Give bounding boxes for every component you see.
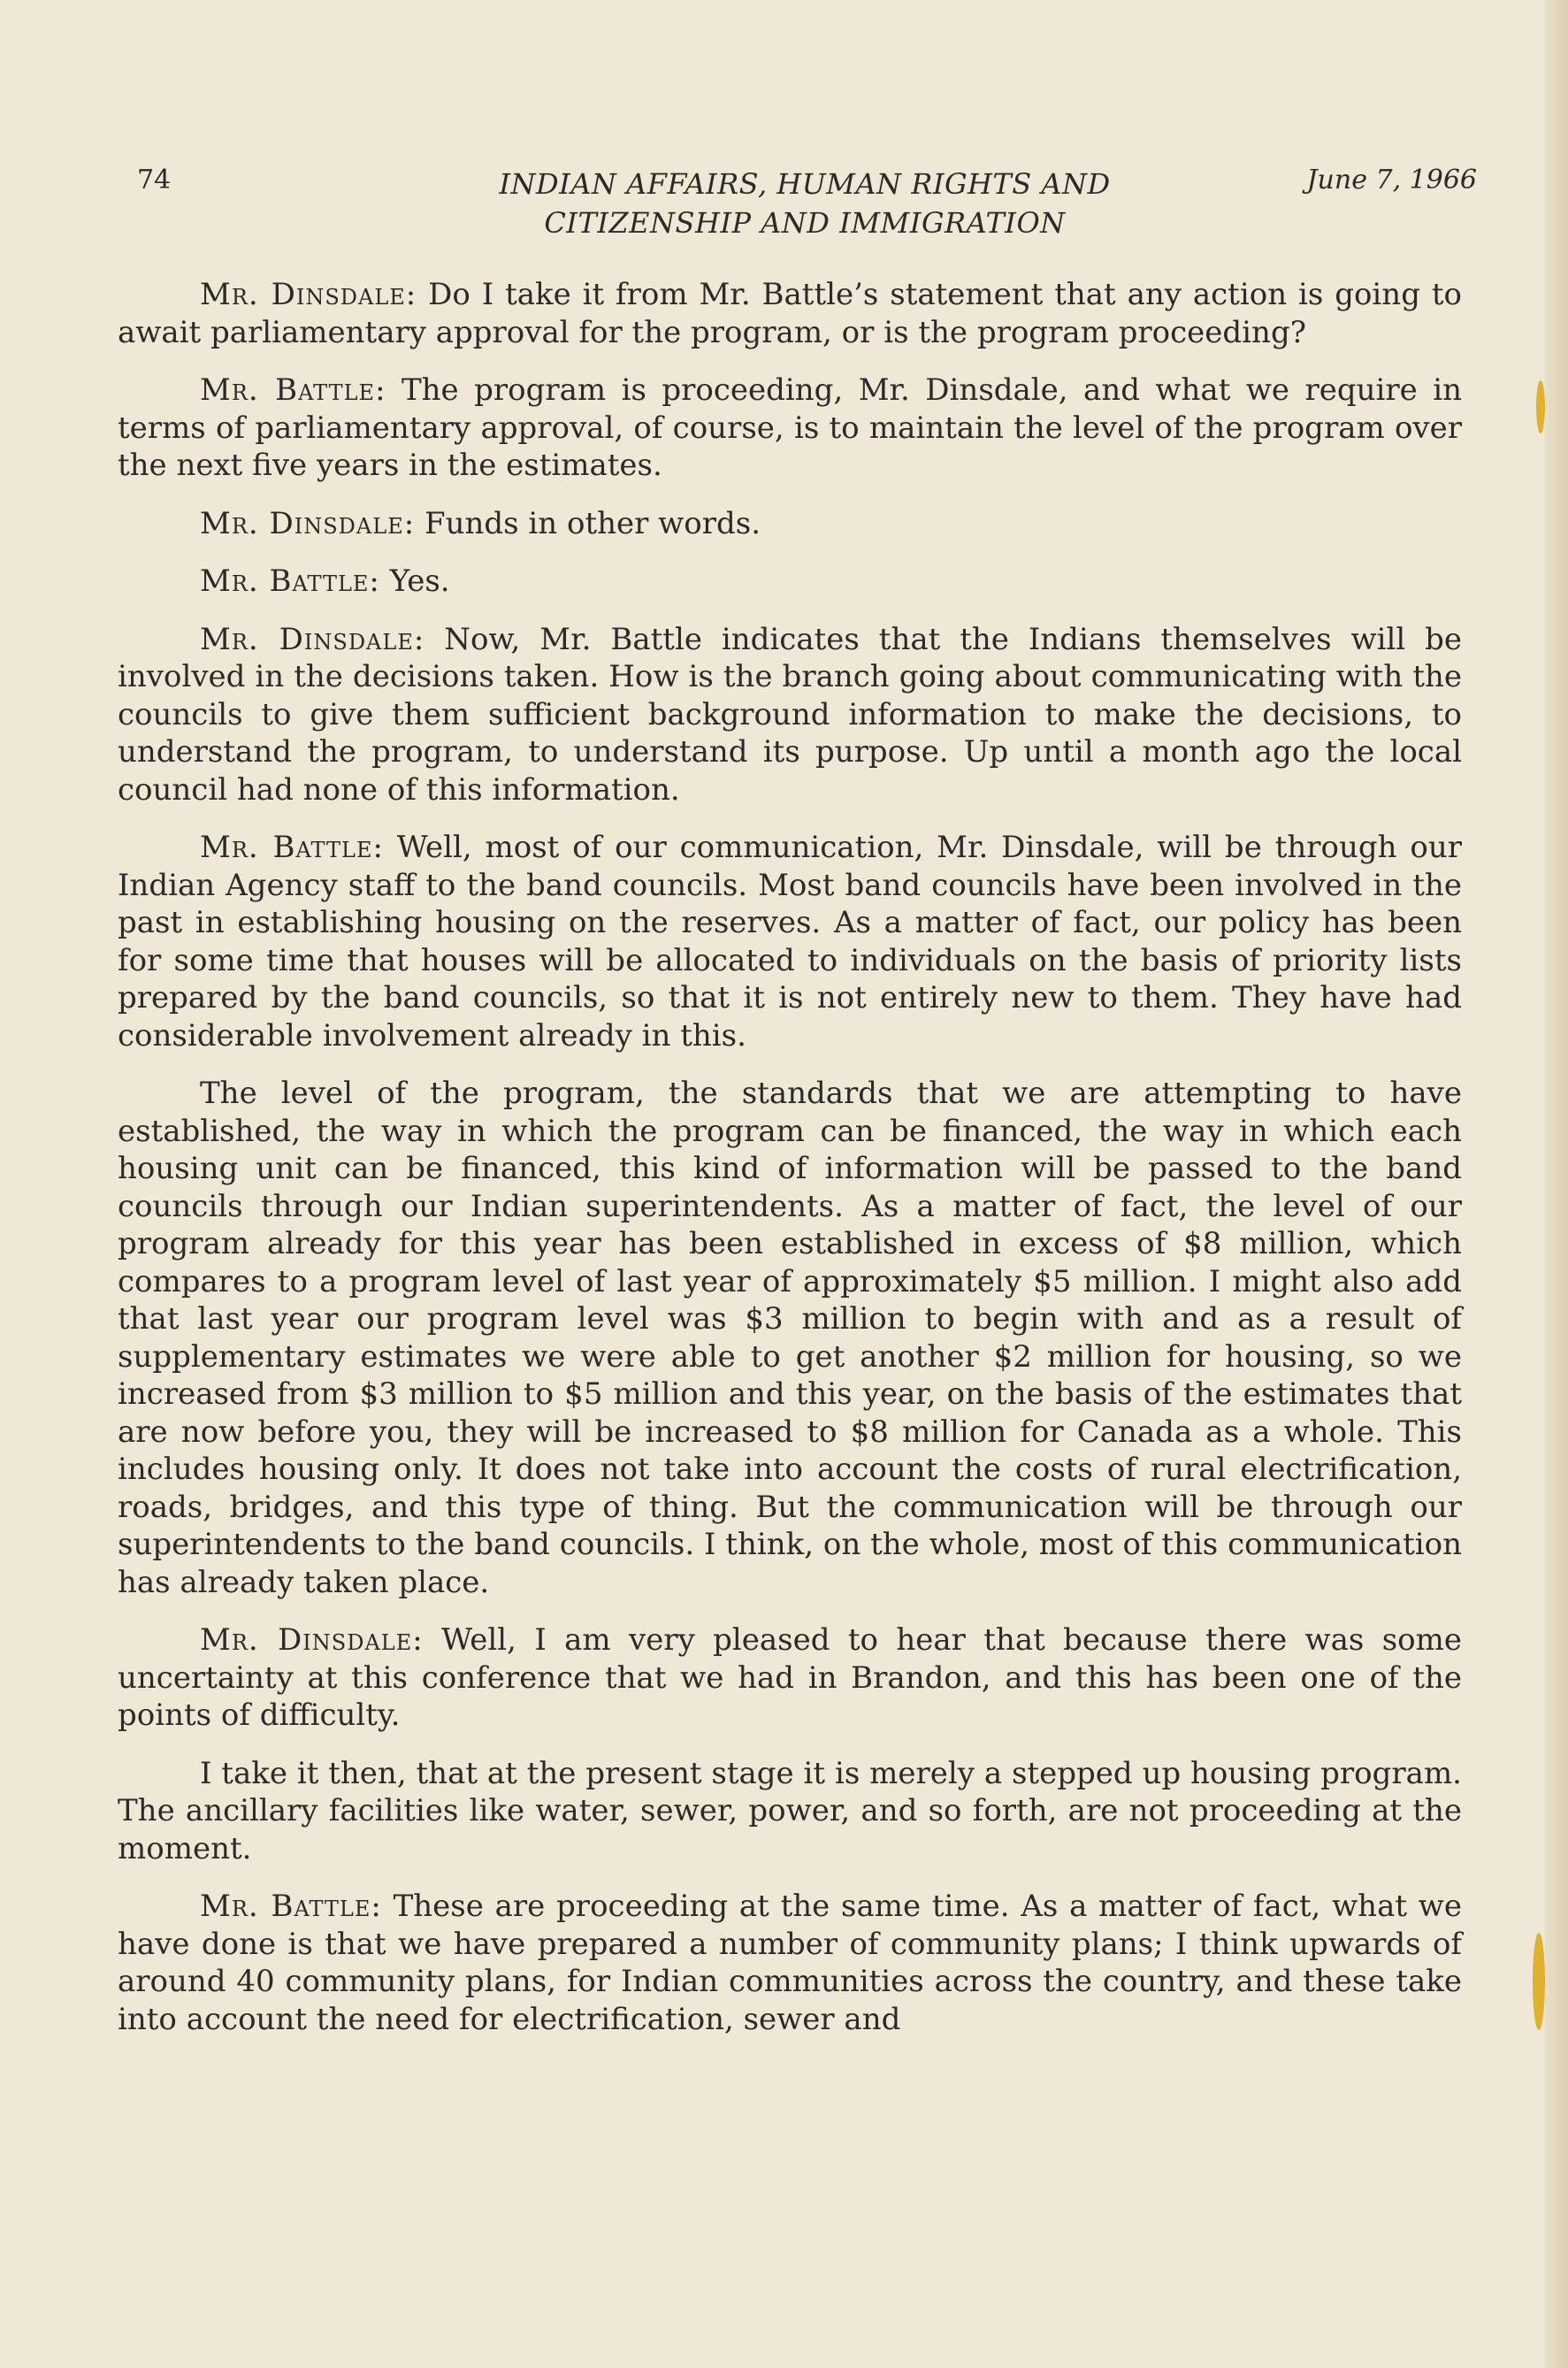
- speaker-name: Mr. Battle:: [200, 830, 384, 865]
- speaker-name: Mr. Dinsdale:: [200, 277, 417, 312]
- paragraph: [118, 372, 1462, 485]
- margin-mark: [1533, 1933, 1545, 2030]
- page-number: 74: [137, 165, 172, 195]
- paragraph: [118, 829, 1462, 1054]
- paragraph-text: Well, most of our communication, Mr. Dinsdale, will be through our Indian Agency staff to the band councils. Most band councils have been involved in the past in establishing housing on the reserves. As a matter of fact, our policy has been for some time that houses will be allocated to individuals on the basis of priority lists prepared by the band councils, so that it is not entirely new to them. They have had considerable involvement already in this.: [118, 830, 1462, 1054]
- paragraph: [118, 1075, 1462, 1601]
- paragraph-text: Funds in other words.: [424, 505, 761, 541]
- header-date: June 7, 1966: [1306, 165, 1477, 195]
- paragraph-text: The level of the program, the standards that we are attempting to have established, the way in which the program can be financed, the way in which each housing unit can be financed, this kind of information will be passed to the band councils through our Indian superintendents. As a matter of fact, the level of our program already for this year has been established in excess of $8 million, which compares to a program level of last year of approximately $5 million. I might also add that last year our program level was $3 million to begin with and as a result of supplementary estimates we were able to get another $2 million for housing, so we increased from $3 million to $5 million and this year, on the basis of the estimates that are now before you, they will be increased to $8 million for Canada as a whole. This includes housing only. It does not take into account the costs of rural electrification, roads, bridges, and this type of thing. But the communication will be through our superintendents to the band councils. I think, on the whole, most of this communication has already taken place.: [118, 1076, 1462, 1600]
- speaker-name: Mr. Dinsdale:: [200, 1622, 424, 1658]
- paragraph: [118, 505, 1462, 543]
- paragraph-text: Yes.: [389, 563, 450, 599]
- running-title-line: CITIZENSHIP AND IMMIGRATION: [544, 206, 1066, 240]
- paragraph-text: I take it then, that at the present stage it is merely a stepped up housing program. The ancillary facilities like water, sewer, power, and so forth, are not proceeding at the moment.: [118, 1755, 1462, 1866]
- speaker-name: Mr. Dinsdale:: [200, 505, 416, 541]
- paragraph: [118, 621, 1462, 809]
- page-edge: [1545, 0, 1568, 2368]
- speaker-name: Mr. Battle:: [200, 563, 380, 599]
- speaker-name: Mr. Battle:: [200, 372, 386, 408]
- paragraph: [118, 1755, 1462, 1868]
- margin-mark: [1536, 380, 1545, 433]
- paragraph: [118, 276, 1462, 351]
- body-text: [118, 276, 1462, 2058]
- paragraph: [118, 1888, 1462, 2038]
- paragraph-text: The program is proceeding, Mr. Dinsdale, and what we require in terms of parliamentary approval, of course, is to maintain the level of the program over the next five years in the estimates.: [118, 372, 1462, 483]
- paragraph: [118, 563, 1462, 601]
- page-header: [133, 165, 1477, 253]
- paragraph: [118, 1621, 1462, 1735]
- paragraph-text: Well, I am very pleased to hear that because there was some uncertainty at this conference that we had in Brandon, and this has been one of the points of difficulty.: [118, 1622, 1463, 1733]
- speaker-name: Mr. Dinsdale:: [200, 621, 425, 657]
- running-title: [442, 165, 1167, 242]
- running-title-line: INDIAN AFFAIRS, HUMAN RIGHTS AND: [499, 167, 1111, 201]
- speaker-name: Mr. Battle:: [200, 1889, 382, 1924]
- paragraph-text: These are proceeding at the same time. As a matter of fact, what we have done is that we have prepared a number of community plans; I think upwards of around 40 community plans, for Indian communities across the country, and these take into account the need for electrification, sewer and: [118, 1889, 1462, 2037]
- paragraph-text: Do I take it from Mr. Battle’s statement that any action is going to await parliamentary approval for the program, or is the program proceeding?: [118, 277, 1462, 350]
- paragraph-text: Now, Mr. Battle indicates that the Indians themselves will be involved in the decisions taken. How is the branch going about communicating with the councils to give them sufficient background information to make the decisions, to understand the program, to understand its purpose. Up until a month ago the local council had none of this information.: [118, 621, 1463, 808]
